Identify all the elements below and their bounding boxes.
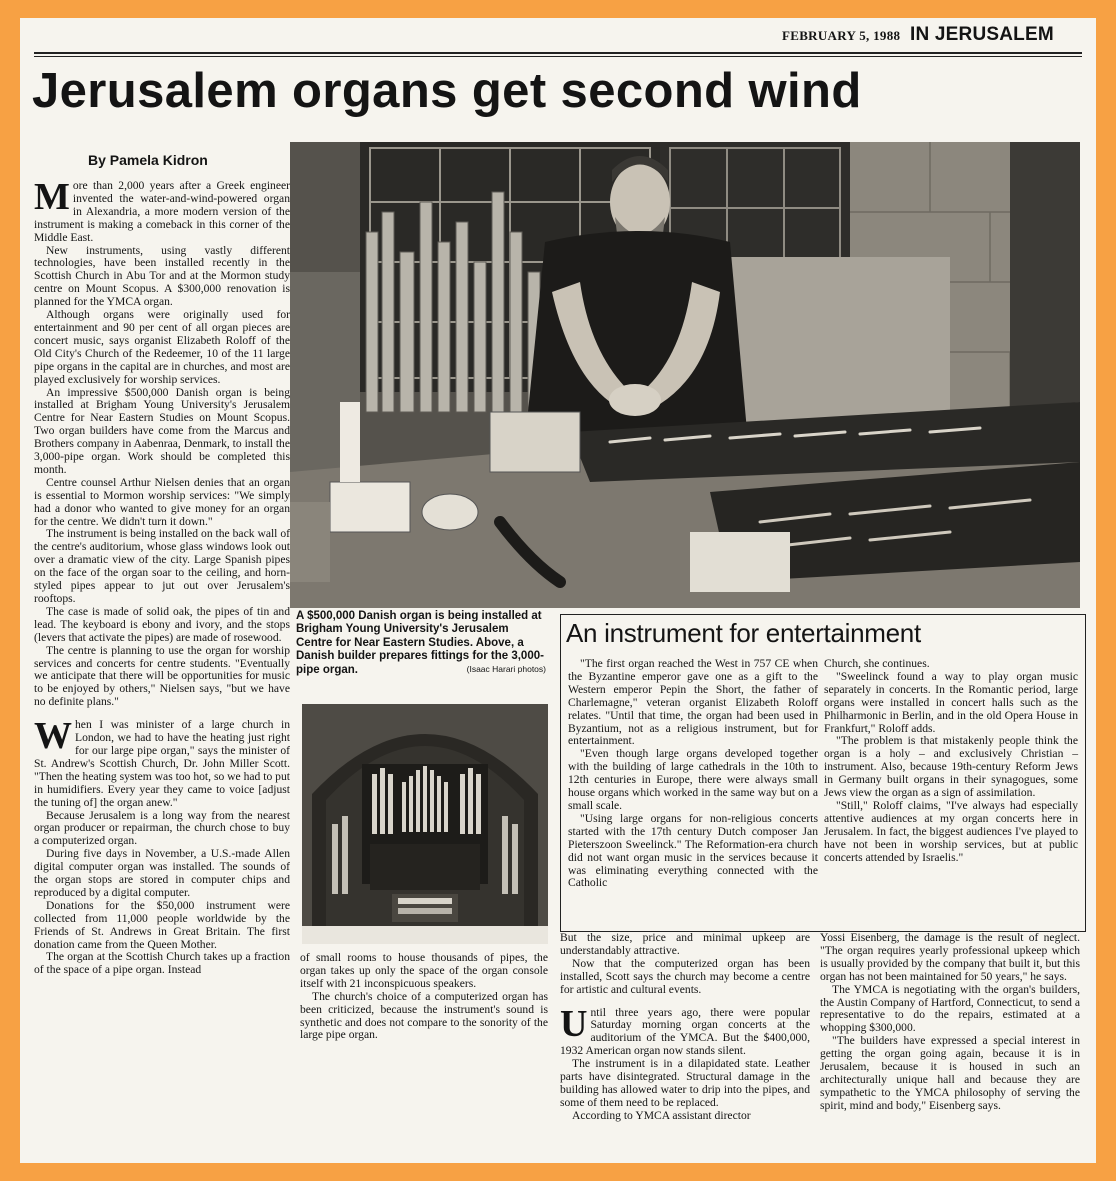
- paragraph: Because Jerusalem is a long way from the nearest organ producer or repairman, the church chose to buy a computerized organ.: [34, 808, 290, 848]
- newspaper-clipping: [20, 18, 1096, 1163]
- paragraph: of small rooms to house thousands of pipes, the organ takes up only the space of the organ console itself with 21 inconspicuous speakers.: [300, 951, 548, 990]
- paragraph: New instruments, using vastly different technologies, have been installed recently in the Scottish Church in Abu Tor and at the Mormon study centre on Mount Scopus. A $300,000 renovation is planned for the YMCA organ.: [34, 243, 290, 309]
- headline: Jerusalem organs get second wind: [32, 64, 862, 118]
- paragraph: Although organs were originally used for entertainment and 90 per cent of all organ pieces are concert music, says organist Elizabeth Roloff of the Old City's Church of the Redeemer, 10 of the 11 large pipe organs in the capital are in churches, and most are played exclusively for worship services.: [34, 308, 290, 386]
- article-column-main: [34, 176, 290, 977]
- paragraph: The centre is planning to use the organ for worship services and concerts for centre students. "Eventually we anticipate that there will be opportunities for music to be enjoyed by others," Nielsen says, "but we have no definite plans.": [34, 643, 290, 709]
- paragraph: The church's choice of a computerized organ has been criticized, because the instrument's sound is synthetic and does not compare to the sonority of the large pipe organ.: [300, 989, 548, 1042]
- sidebar-column-2: [824, 658, 1078, 865]
- photo-pipe-organ: [302, 704, 548, 944]
- paragraph: When I was minister of a large church in London, we had to have the heating just right for our large pipe organ," says the minister of St. Andrew's Scottish Church, Dr. John Miller Scott. "Then the heating system was too hot, so we had to put in humidifiers. Every year they came to voice [adjust the tuning of] the organ anew.": [34, 715, 290, 809]
- paragraph: During five days in November, a U.S.-made Allen digital computer organ was installed. The sounds of the organ stops are stored in computer chips and reproduced by a digital computer.: [34, 847, 290, 899]
- photo-organ-builder: [290, 142, 1080, 608]
- pipe-organ-illustration: [302, 704, 548, 944]
- header-rule: [34, 52, 1082, 54]
- article-column-4: [820, 932, 1080, 1113]
- paragraph: "The builders have expressed a special interest in getting the organ going again, because it is in Jerusalem, because it is housed in such an architecturally unique hall and because they are sympathetic to the YMCA philosophy of serving the spirit, mind and body," Eisenberg says.: [820, 1034, 1080, 1112]
- paragraph: The organ at the Scottish Church takes up a fraction of the space of a pipe organ. Instead: [34, 950, 290, 977]
- paragraph: The instrument is in a dilapidated state. Leather parts have disintegrated. Structural damage in the building has allowed water to drip into the pipes, and some of them need to be replaced.: [560, 1057, 810, 1109]
- paragraph: "The first organ reached the West in 757 CE when the Byzantine emperor gave one as a gift to the Western emperor Pepin the Short, the father of Charlemagne," veteran organist Elizabeth Roloff relates. "Until that time, the organ had been used in Byzantium, not as a religious instrument, but for entertainment.: [568, 657, 818, 748]
- caption-text: A $500,000 Danish organ is being installed at Brigham Young University's Jerusalem Centre for Near Eastern Studies. Above, a Danish builder prepares fittings for the 3,000-pipe organ.: [296, 610, 544, 676]
- sidebar-title: An instrument for entertainment: [566, 618, 921, 648]
- paragraph: Centre counsel Arthur Nielsen denies that an organ is essential to Mormon worship services: "We simply had a donor who wanted to give money for an organ for the centre. We didn't turn it down.": [34, 475, 290, 528]
- byline: By Pamela Kidron: [88, 152, 208, 168]
- paragraph: "Still," Roloff claims, "I've always had especially attentive audiences at my organ concerts here in Jerusalem. In fact, the biggest audiences I've played to have not been in worship services, but at public concerts attended by Israelis.": [824, 798, 1078, 864]
- article-column-under-photo: [300, 952, 548, 1042]
- paragraph: The instrument is being installed on the back wall of the centre's auditorium, whose glass windows look out over a dramatic view of the city. Large Spanish pipes on the face of the organ soar to the ceiling, and horn-styled pipes appear to jut out over Jerusalem's rooftops.: [34, 527, 290, 605]
- header-rule-thin: [34, 56, 1082, 57]
- dateline: FEBRUARY 5, 1988: [782, 28, 901, 43]
- paragraph: "The problem is that mistakenly people think the organ is a holy – and exclusively Christian – instrument. Also, because 19th-century Reform Jews in Germany built organs in their synagogues, some Jews view the organ as a sign of assimilation.: [824, 734, 1078, 800]
- photo-credit: (Isaac Harari photos): [466, 663, 546, 674]
- paragraph: The YMCA is negotiating with the organ's builders, the Austin Company of Hartford, Connecticut, to send a representative to do the repairs, estimated at a whopping $300,000.: [820, 982, 1080, 1035]
- photo-caption: [296, 610, 546, 677]
- paragraph: Yossi Eisenberg, the damage is the result of neglect. "The organ requires yearly professional upkeep which is usually provided by the company that built it, but this organ has not been maintained for 50 years," he says.: [820, 931, 1080, 983]
- paragraph: "Even though large organs developed together with the building of large cathedrals in the 10th to 12th centuries in Europe, there were always small house organs which worked in the same way but on a small scale.: [568, 747, 818, 812]
- paragraph: An impressive $500,000 Danish organ is being installed at Brigham Young University's Jerusalem Centre for Near Eastern Studies on Mount Scopus. Two organ builders have come from the Marcus and Brothers company in Aabenraa, Denmark, to install the 3,000-pipe organ. Work should be completed this month.: [34, 385, 290, 476]
- paragraph: "Sweelinck found a way to play organ music separately in concerts. In the Romantic period, large organs were installed in concert halls such as the Philharmonic in Berlin, and in the old Opera House in Frankfurt," Roloff adds.: [824, 669, 1078, 735]
- paragraph: Now that the computerized organ has been installed, Scott says the church may become a centre for artistic and cultural events.: [560, 956, 810, 996]
- paragraph: Until three years ago, there were popular Saturday morning organ concerts at the auditorium of the YMCA. But the $400,000, 1932 American organ now stands silent.: [560, 1002, 810, 1058]
- paragraph: More than 2,000 years after a Greek engineer invented the water-and-wind-powered organ in Alexandria, a more modern version of the instrument is making a comeback in this corner of the Middle East.: [34, 176, 290, 244]
- article-column-3: [560, 932, 810, 1123]
- paragraph: The case is made of solid oak, the pipes of tin and lead. The keyboard is ebony and ivory, and the stops (levers that activate the pipes) are made of rosewood.: [34, 604, 290, 644]
- sidebar-column-1: [568, 658, 818, 890]
- paragraph: "Using large organs for non-religious concerts started with the 17th century Dutch composer Jan Pieterszoon Sweelinck." The Reformation-era church did not want organ music in the services because it was eliminating everything connected with the Catholic: [568, 811, 818, 890]
- organ-builder-illustration: [290, 142, 1080, 608]
- paragraph: According to YMCA assistant director: [572, 1108, 751, 1122]
- section-name: IN JERUSALEM: [910, 24, 1054, 45]
- paragraph: Church, she continues.: [824, 657, 930, 670]
- paragraph: Donations for the $50,000 instrument were collected from 11,000 people worldwide by the Friends of St. Andrews in Great Britain. The first donation came from the Queen Mother.: [34, 898, 290, 951]
- paragraph: But the size, price and minimal upkeep are understandably attractive.: [560, 931, 810, 957]
